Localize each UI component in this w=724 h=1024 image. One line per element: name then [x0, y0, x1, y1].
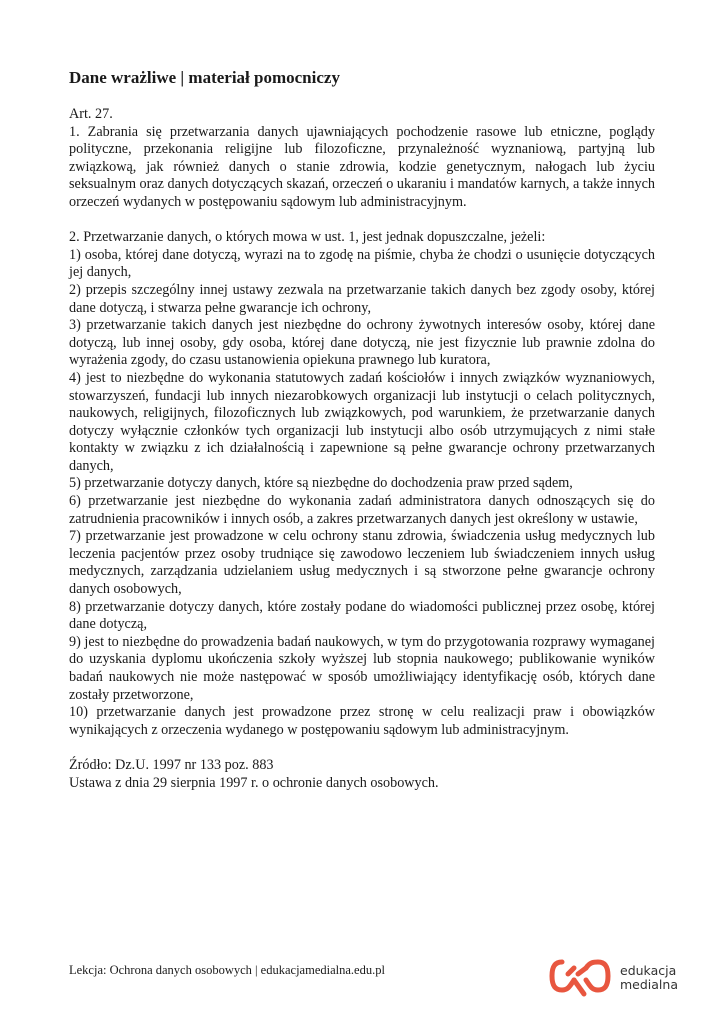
- paragraph-spacer: [69, 212, 655, 230]
- list-item: 9) jest to niezbędne do prowadzenia badań naukowych, w tym do przygotowania rozprawy wymaganej do uzyskania dyplomu ukończenia szkoły wyższej lub stopnia naukowego; publikowanie wyników badań naukowych nie może następować w sposób umożliwiający identyfikację osób, których dane zostały przetworzone,: [69, 633, 655, 703]
- article-number: Art. 27.: [69, 106, 113, 122]
- list-item: 1) osoba, której dane dotyczą, wyrazi na to zgodę na piśmie, chyba że chodzi o usunięcie dotyczących jej danych,: [69, 246, 655, 281]
- list-item: 10) przetwarzanie danych jest prowadzone przez stronę w celu realizacji praw i obowiązków wynikających z orzeczenia wydanego w postępowaniu sądowym lub administracyjnym.: [69, 704, 655, 738]
- law-title: Ustawa z dnia 29 sierpnia 1997 r. o ochronie danych osobowych.: [69, 774, 439, 791]
- document-title: Dane wrażliwe | materiał pomocniczy: [69, 68, 340, 87]
- list-item: 3) przetwarzanie takich danych jest niezbędne do ochrony żywotnych interesów osoby, której dane dotyczą, lub innej osoby, gdy osoba, której dane dotyczą, nie jest fizycznie lub prawnie zdolna do wyrażenia zgody, do czasu ustanowienia opiekuna prawnego lub kuratora,: [69, 317, 655, 369]
- list-item: 5) przetwarzanie dotyczy danych, które są niezbędne do dochodzenia praw przed sądem,: [69, 475, 573, 492]
- source-citation: Źródło: Dz.U. 1997 nr 133 poz. 883: [69, 756, 274, 773]
- logo-line-1: edukacja: [620, 963, 677, 978]
- paragraph-spacer: [69, 739, 655, 757]
- list-item: 6) przetwarzanie jest niezbędne do wykonania zadań administratora danych odnoszących się do zatrudnienia pracowników i innych osób, a zakres przetwarzanych danych jest określony w ustawie,: [69, 493, 655, 527]
- edukacja-medialna-logo: [548, 953, 678, 1003]
- document-body: [69, 106, 655, 792]
- list-item: 7) przetwarzanie jest prowadzone w celu ochrony stanu zdrowia, świadczenia usług medycznych lub leczenia pacjentów przez osoby trudniące się zawodowo leczeniem lub świadczeniem innych usług medycznych, zarządzania udzielaniem usług medycznych i są stworzone pełne gwarancje ochrony danych osobowych,: [69, 528, 655, 598]
- logo-line-2: medialna: [620, 977, 678, 992]
- document-page: [69, 66, 655, 792]
- list-item: 8) przetwarzanie dotyczy danych, które zostały podane do wiadomości publicznej przez osobę, której dane dotyczą,: [69, 598, 655, 633]
- logo-wordmark: [620, 964, 678, 992]
- list-item: 4) jest to niezbędne do wykonania statutowych zadań kościołów i innych związków wyznaniowych, stowarzyszeń, fundacji lub innych niezarobkowych organizacji lub instytucji o celach politycznych, naukowych, religijnych, filozoficznych lub związkowych, pod warunkiem, że przetwarzanie danych dotyczy wyłącznie członków tych organizacji lub instytucji albo osób utrzymujących z nimi stałe kontakty w związku z ich działalnością i zapewnione są pełne gwarancje ochrony przetwarzanych danych,: [69, 369, 655, 474]
- article-paragraph-1: 1. Zabrania się przetwarzania danych ujawniających pochodzenie rasowe lub etniczne, poglądy polityczne, przekonania religijne lub filozoficzne, przynależność wyznaniową, partyjną lub związkową, jak również danych o stanie zdrowia, kodzie genetycznym, nałogach lub życiu seksualnym oraz danych dotyczących skazań, orzeczeń o ukaraniu i mandatów karnych, a także innych orzeczeń wydanych w postępowaniu sądowym lub administracyjnym.: [69, 123, 655, 210]
- edukacja-medialna-logo-icon: [548, 954, 612, 1002]
- article-paragraph-2-intro: 2. Przetwarzanie danych, o których mowa w ust. 1, jest jednak dopuszczalne, jeżeli:: [69, 229, 546, 246]
- footer-lesson-info: Lekcja: Ochrona danych osobowych | edukacjamedialna.edu.pl: [69, 963, 385, 977]
- list-item: 2) przepis szczególny innej ustawy zezwala na przetwarzanie takich danych bez zgody osoby, której dane dotyczą, i stwarza pełne gwarancje ich ochrony,: [69, 281, 655, 316]
